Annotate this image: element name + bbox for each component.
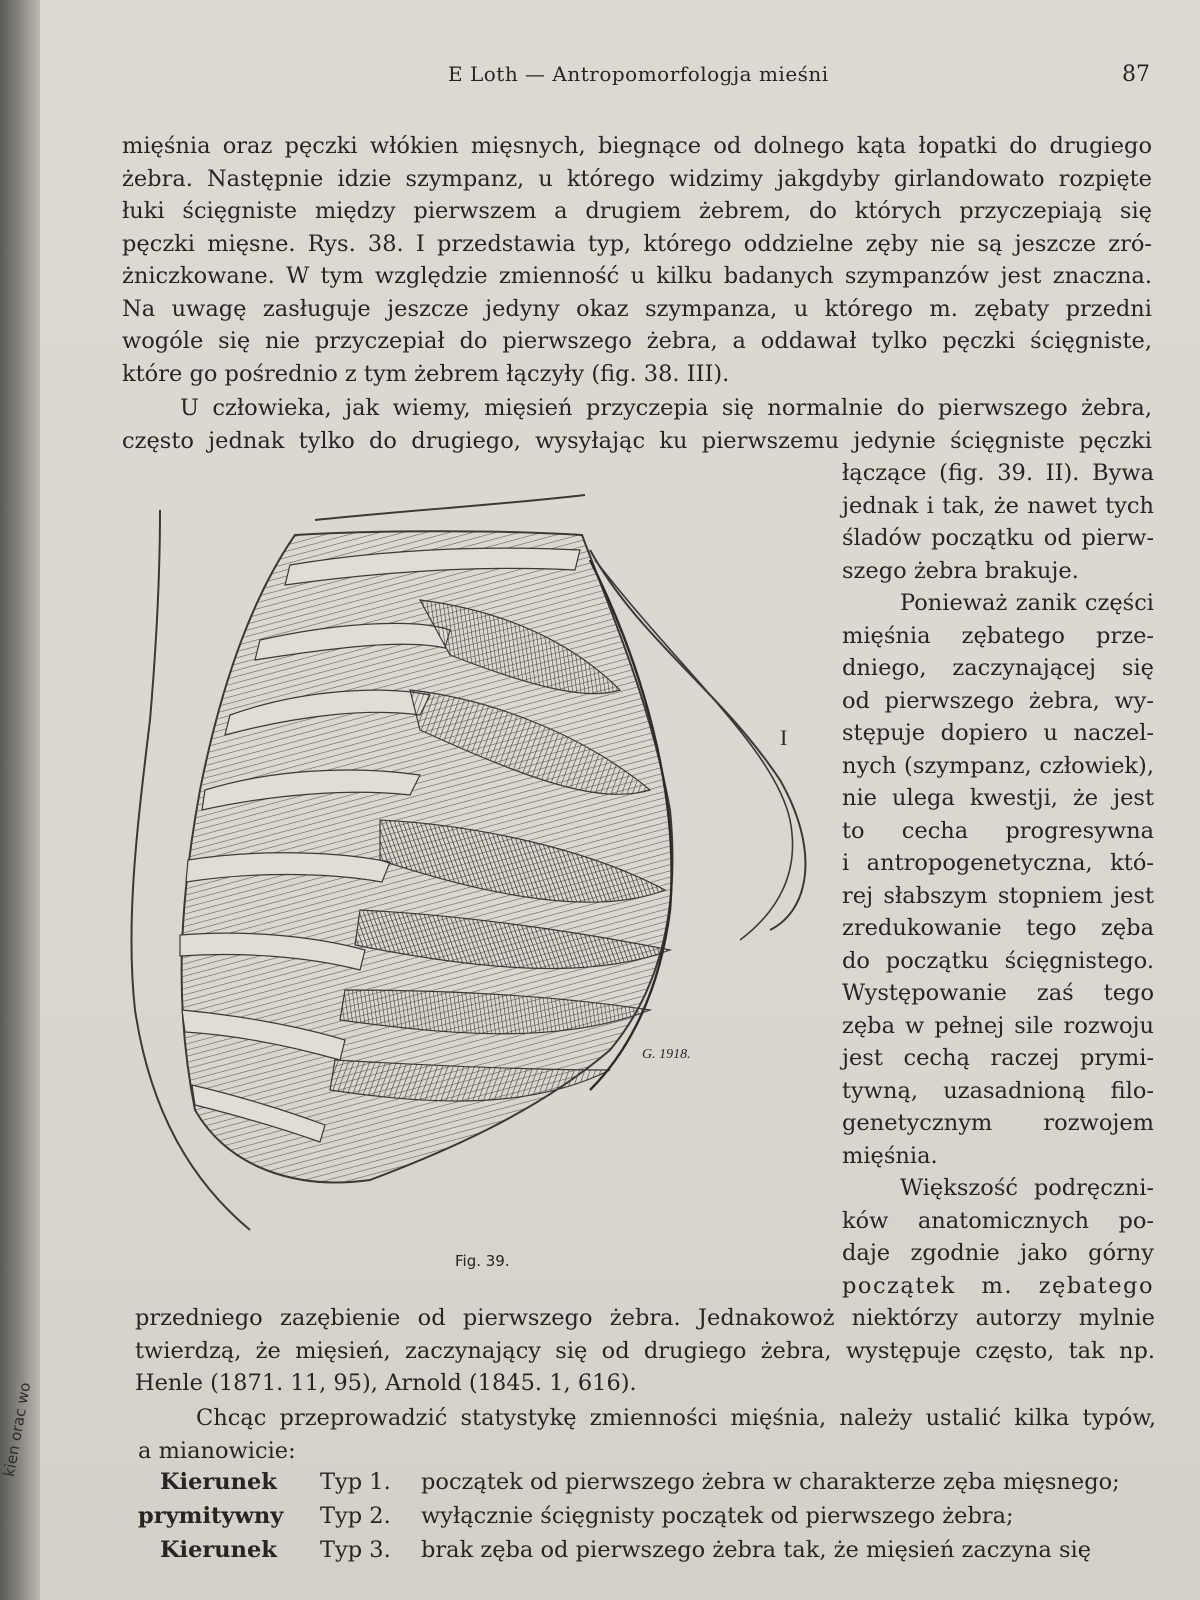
paragraph-4 [138,1402,1156,1467]
text-line: od pierwszego żebra, wy- [842,687,1154,714]
text-line: U człowieka, jak wiemy, mięsień przyczepia się normalnie do pierwszego żebra, [180,395,1152,421]
text-line: śladów początku od pierw- [842,525,1154,551]
text-line: ków anatomicznych po- [842,1207,1154,1234]
text-line: nych (szympanz, człowiek), [842,752,1154,779]
paragraph-3 [135,1302,1155,1400]
text-line: często jednak tylko do drugiego, wysyłając ku pierwszemu jedynie ścięgniste pęczki [122,427,1152,454]
margin-fragment: orac [6,1406,30,1443]
text-line: łuki ścięgniste między pierwszem a drugiem żebrem, do których przyczepiają się [122,198,1152,224]
text-line: Chcąc przeprowadzić statystykę zmienności mięśnia, należy ustalić kilka typów, [196,1405,1156,1431]
running-title: E Loth — Antropomorfologja mieśni [448,62,829,86]
text-line: zęba w pełnej sile rozwoju [842,1012,1154,1039]
text-line: tywną, uzasadnioną filo- [842,1077,1154,1104]
text-line: początek m. zębatego [842,1272,1154,1299]
text-line: które go pośrednio z tym żebrem łączyły (fig. 38. III). [122,360,730,387]
text-line: Henle (1871. 11, 95), Arnold (1845. 1, 616). [135,1370,637,1396]
text-line: zredukowanie tego zęba [842,915,1154,941]
text-line: pęczki mięsne. Rys. 38. I przedstawia typ, którego oddzielne zęby nie są jeszcze zró- [122,230,1152,257]
text-line: stępuje dopiero u naczel- [842,720,1154,746]
text-line: Występowanie zaś tego [842,980,1154,1006]
text-line: mięśnia zębatego prze- [842,622,1154,649]
type-group-label: Kierunek [160,1537,277,1563]
margin-fragment: kien [0,1443,24,1479]
figure-caption: Fig. 39. [455,1252,510,1270]
text-line: jednak i tak, że nawet tych [842,492,1154,519]
type-number: Typ 1. [320,1469,391,1495]
text-line: Ponieważ zanik części [900,590,1154,616]
type-group-label: Kierunek [160,1469,277,1495]
text-line: żebra. Następnie idzie szympanz, u którego widzimy jakgdyby girlandowato rozpięte [122,165,1152,192]
text-line: twierdzą, że mięsień, zaczynający się od drugiego żebra, występuje często, tak np. [135,1337,1155,1364]
text-line: nie ulega kwestji, że jest [842,785,1154,811]
text-line: i antropogenetyczna, któ- [842,850,1154,876]
text-line: łączące (fig. 39. II). Bywa [842,460,1154,486]
type-description: początek od pierwszego żebra w charakterze zęba mięsnego; [421,1469,1120,1495]
text-line: rej słabszym stopniem jest [842,882,1154,909]
paragraph-1 [122,130,1152,390]
text-line: przedniego zazębienie od pierwszego żebra. Jednakowoż niektórzy autorzy mylnie [135,1305,1155,1331]
text-line: daje zgodnie jako górny [842,1240,1154,1266]
text-line: wogóle się nie przyczepiał do pierwszego żebra, a oddawał tylko pęczki ścięgniste, [122,328,1152,354]
text-line: szego żebra brakuje. [842,557,1079,584]
type-number: Typ 2. [320,1503,391,1529]
type-description: wyłącznie ścięgnisty początek od pierwszego żebra; [421,1503,1014,1529]
text-line: żniczkowane. W tym względzie zmienność u kilku badanych szympanzów jest znaczna. [122,263,1152,289]
anatomical-figure [120,490,820,1260]
book-spine-shadow [0,0,40,1600]
page-number: 87 [1122,62,1150,87]
text-line: genetycznym rozwojem [842,1110,1154,1136]
text-line: a mianowicie: [138,1437,296,1464]
text-line: mięśnia. [842,1142,938,1169]
figure-marker: I [780,725,788,750]
text-line: dniego, zaczynającej się [842,655,1154,681]
text-line: Większość podręczni- [900,1175,1154,1201]
muscle-illustration [120,490,820,1260]
paragraph-2 [122,392,1152,457]
text-line: Na uwagę zasługuje jeszcze jedyny okaz szympanza, u którego m. zębaty przedni [122,295,1152,322]
text-line: mięśnia oraz pęczki włókien mięsnych, biegnące od dolnego kąta łopatki do drugiego [122,133,1152,159]
type-group-label: prymitywny [138,1503,284,1529]
text-line: do początku ścięgnistego. [842,947,1154,974]
text-line: jest cechą raczej prymi- [842,1045,1154,1071]
text-line: to cecha progresywna [842,817,1154,844]
type-number: Typ 3. [320,1537,391,1563]
figure-signature: G. 1918. [642,1047,691,1062]
side-column-text [842,457,1154,1302]
margin-fragment: wo [12,1381,35,1406]
type-description: brak zęba od pierwszego żebra tak, że mięsień zaczyna się [421,1537,1092,1563]
